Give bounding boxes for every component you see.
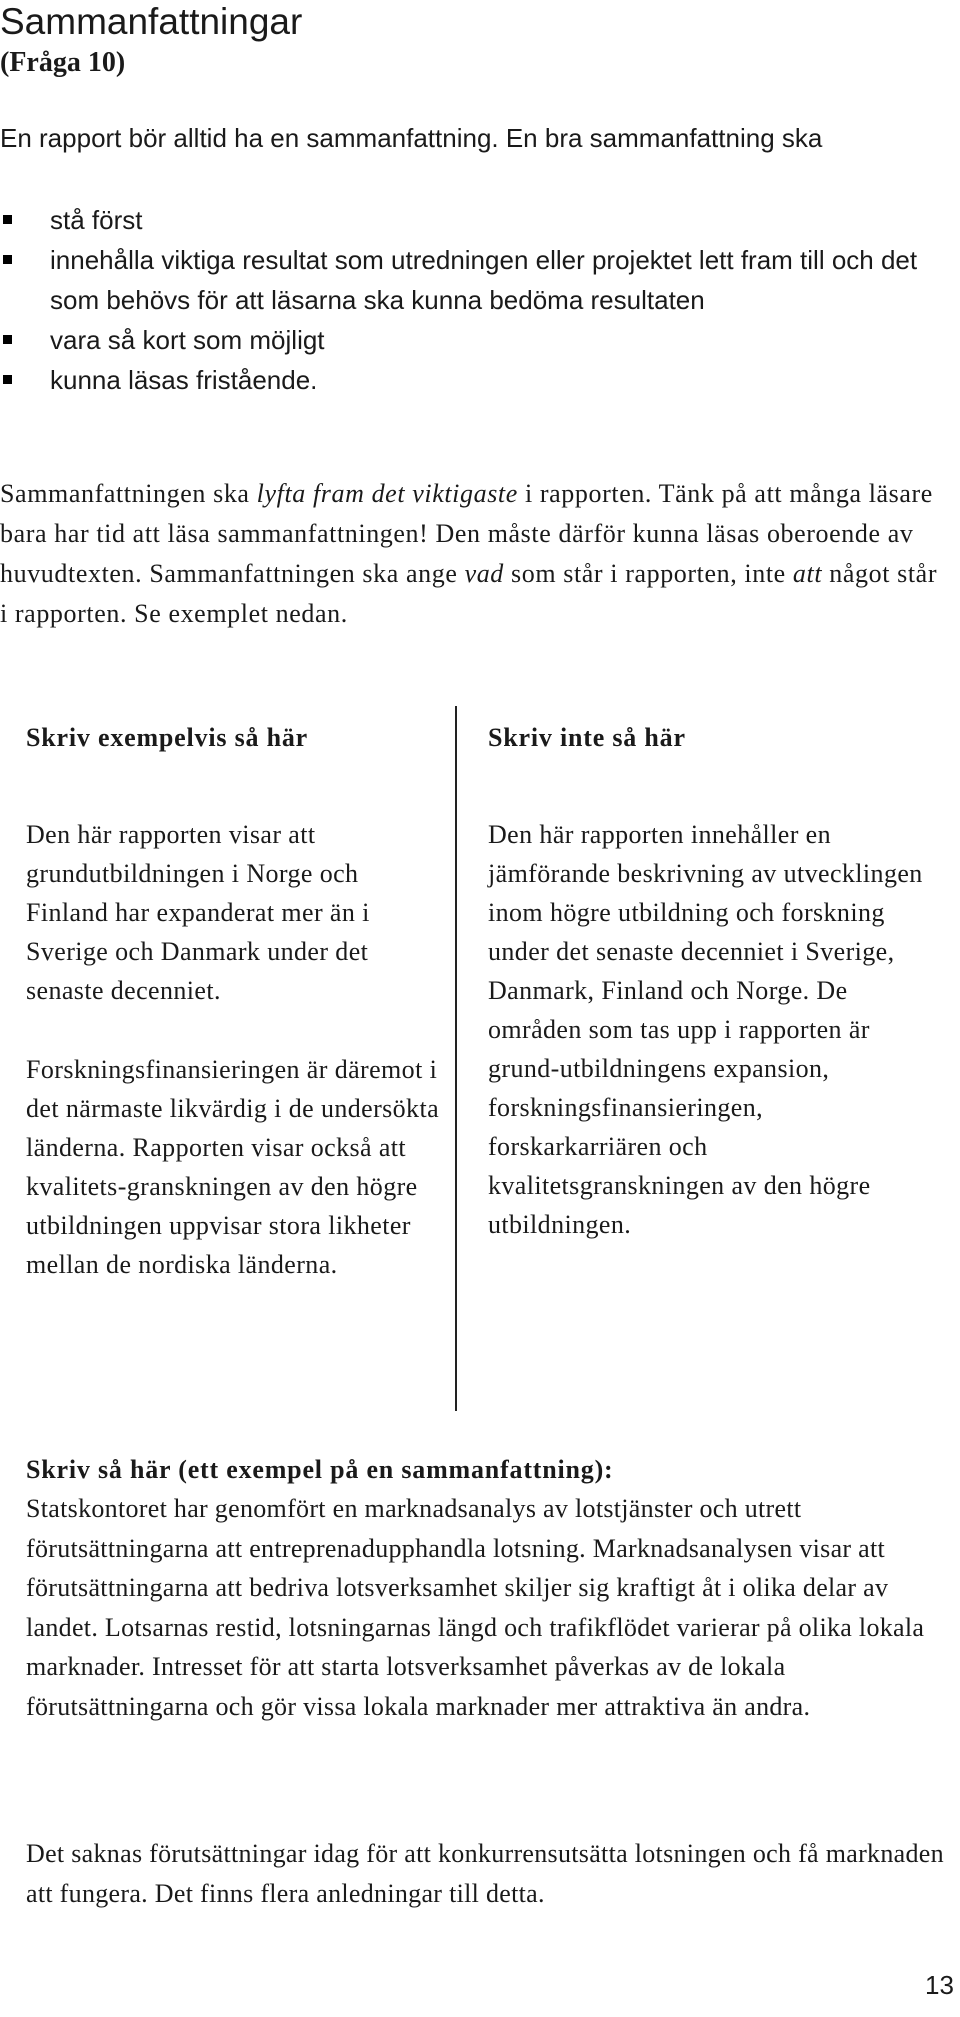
bad-example-text: Den här rapporten innehåller en jämförande beskrivning av utvecklingen inom högre utbildning och forskning under det senaste decenniet i Sverige, Danmark, Finland och Norge. De områden som tas upp i rapporten är grund-utbildningens expansion, forskningsfinansieringen, forskarkarriären och kvalitetsgranskningen av den högre utbildningen. (488, 820, 923, 1239)
page-title: Sammanfattningar (0, 1, 303, 42)
paragraph-text: i rapporten. Tänk på att många läsare bara har tid att läsa sammanfattningen! Den måste därför kunna läsas oberoende av huvudtexten. Sammanfattningen ska ange (0, 479, 933, 588)
paragraph-text: som står i rapporten, inte (503, 559, 793, 588)
paragraph-text: något står i rapporten. Se exemplet nedan. (0, 559, 938, 628)
example-text: Statskontoret har genomfört en marknadsanalys av lotstjänster och utrett förutsättningarna att entreprenadupphandla lotsning. Marknadsanalysen visar att förutsättningarna att bedriva lotsverksamhet skiljer sig kraftigt åt i olika delar av landet. Lotsarnas restid, lotsningarnas längd och trafikflödet varierar på olika lokala marknader. Intresset för att starta lotsverksamhet påverkas av de lokala förutsättningarna och gör vissa lokala marknader mer attraktiva än andra. (26, 1494, 925, 1721)
requirements-list (0, 200, 950, 400)
list-item (0, 240, 950, 320)
intro-text: En rapport bör alltid ha en sammanfattning. En bra sammanfattning ska (0, 123, 823, 153)
example-text: Det saknas förutsättningar idag för att konkurrensutsätta lotsningen och få marknaden att fungera. Det finns flera anledningar till detta. (26, 1839, 944, 1908)
list-item (0, 200, 950, 240)
good-example-heading: Skriv exempelvis så här (26, 723, 309, 752)
column-divider (455, 706, 457, 1411)
guidance-paragraph (0, 474, 950, 634)
square-bullet-icon (3, 335, 12, 344)
list-item-text: kunna läsas fristående. (50, 365, 318, 395)
emphasis-text: lyfta fram det viktigaste (256, 479, 518, 508)
good-example-text: Den här rapporten visar att grundutbildningen i Norge och Finland har expanderat mer än i Sverige och Danmark under det senaste decenniet. (26, 820, 370, 1005)
list-item-text: stå först (50, 205, 143, 235)
good-example-text: Forskningsfinansieringen är däremot i det närmaste likvärdig i de undersökta länderna. Rapporten visar också att kvalitets-granskningen av den högre utbildningen uppvisar stora likheter mellan de nordiska länderna. (26, 1055, 440, 1279)
square-bullet-icon (3, 215, 12, 224)
list-item-text: innehålla viktiga resultat som utredningen eller projektet lett fram till och det som behövs för att läsarna ska kunna bedöma resultaten (50, 245, 918, 315)
bad-example-heading: Skriv inte så här (488, 723, 686, 752)
page-number: 13 (925, 1970, 954, 2000)
question-reference: (Fråga 10) (0, 47, 126, 78)
list-item-text: vara så kort som möjligt (50, 325, 325, 355)
emphasis-text: vad (464, 559, 504, 588)
square-bullet-icon (3, 255, 12, 264)
emphasis-text: att (792, 559, 823, 588)
square-bullet-icon (3, 375, 12, 384)
list-item (0, 320, 950, 360)
paragraph-text: Sammanfattningen ska (0, 479, 257, 508)
list-item (0, 360, 950, 400)
example-heading: Skriv så här (ett exempel på en sammanfattning): (26, 1455, 614, 1484)
